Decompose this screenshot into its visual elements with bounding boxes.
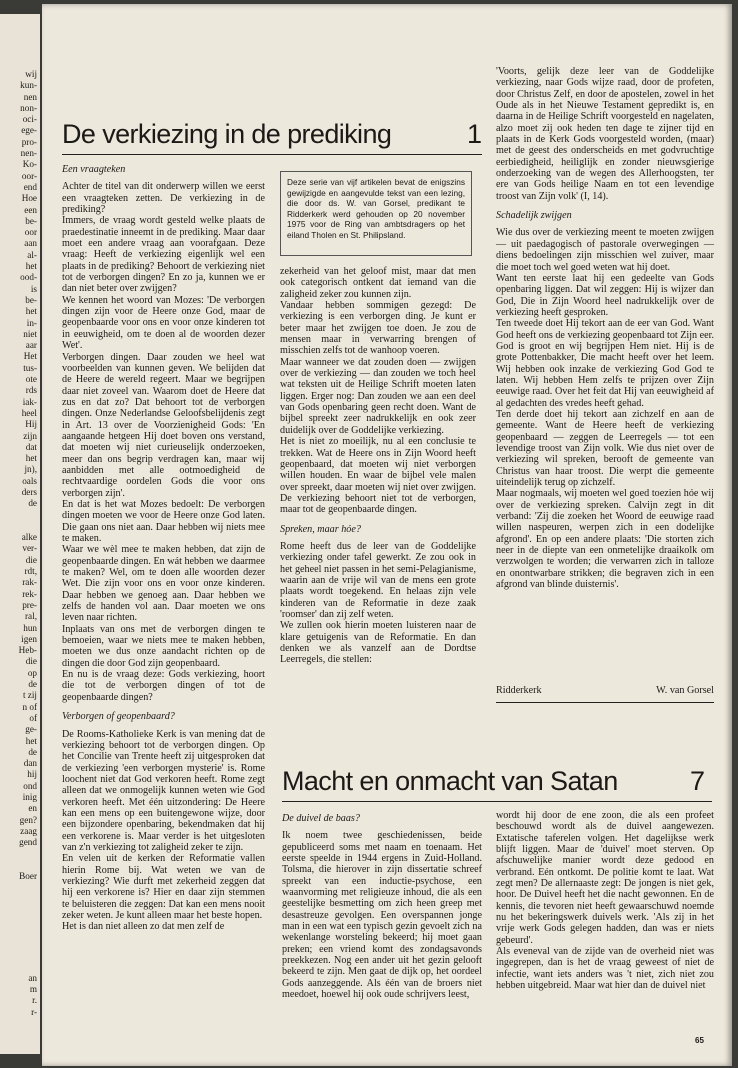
- title-rule: [62, 154, 482, 155]
- previous-page-line: een: [24, 204, 37, 215]
- page-number: 65: [695, 1036, 704, 1045]
- previous-page-line: al-: [27, 249, 37, 260]
- article-1-number: 1: [467, 119, 483, 149]
- title-rule: [282, 801, 712, 802]
- previous-page-line: ver-: [22, 543, 37, 554]
- paragraph: Waar we wèl mee te maken hebben, dat zijn de geopenbaarde dingen. En wát hebben we daarmee te maken? Wel, om te doen alle woorden dezer Wet. Die zijn voor ons en voor onze kinderen. Daar hebben we genoeg aan. Daar hebben we zelfs de handen vol aan. Daar moeten we ons leven naar richten.: [62, 544, 265, 624]
- paragraph: Maar wanneer we dat zouden doen — zwijgen over de verkiezing — dan zouden we toch heel wat teksten uit de Heilige Schrift moeten laten liggen. Erger nog: Dan zouden we aan een deel van Gods openbaring geen recht doen. Want de bijbel spreekt zeer nadrukkelijk en ook zeer duidelijk over de Goddelijke verkiezing.: [280, 356, 476, 436]
- previous-page-line: of: [29, 712, 37, 723]
- previous-page-line: ote: [25, 374, 37, 385]
- paragraph: Rome heeft dus de leer van de Goddelijke verkiezing onder tafel gewerkt. Ze zou ook in het geheel niet passen in het semi-Pelagianisme, waarin aan de vrije wil van de mens een grote plaats wordt toegekend. En helaas zijn vele kinderen van de Reformatie in deze zaak 'roomser' dan zij zelf weten.: [280, 540, 476, 620]
- article-1-column-2: [280, 266, 476, 666]
- signature-name: W. van Gorsel: [656, 685, 714, 696]
- paragraph: We kennen het woord van Mozes: 'De verborgen dingen zijn voor de Heere onze God, maar de geopenbaarde voor ons en voor onze kinderen tot in eeuwigheid, om te doen al de woorden dezer Wet'.: [62, 294, 265, 352]
- previous-page-line: igen: [21, 633, 37, 644]
- signature-rule: [496, 702, 714, 703]
- paragraph: Inplaats van ons met de verborgen dingen te bemoeien, waar we niets mee te maken hebben, moeten we dus onze aandacht richten op de dingen die door God zijn geopenbaard.: [62, 623, 265, 669]
- previous-page-line: Boer: [19, 871, 37, 882]
- paragraph: Maar nogmaals, wij moeten wel goed toezien hóe wij over de verkiezing spreken. Calvijn zegt in dit verband: 'Zij die zoeken het Woord de eeuwige raad willen naspeuren, werpen zich in een dodelijke afgrond'. En op een andere plaats: 'Die storten zich neer in de diepte van een onmetelijke draaikolk om verzwolgen te worden; die verwarren zich in talloze en onontwarbare strikken; die begraven zich in een afgrond van blinde duisternis'.: [496, 488, 714, 591]
- previous-page-line: m: [29, 984, 37, 995]
- paragraph: We zullen ook hierin moeten luisteren naar de klare getuigenis van de Reformatie. En dan denken we als vanzelf aan de Dordtse Leerregels, die stellen:: [280, 620, 476, 666]
- paragraph: Ten derde doet hij tekort aan zichzelf en aan de gemeente. Want de Heere heeft de verkiezing geopenbaard — zeggen de Leerregels — tot een levendige troost van Zijn volk. Wie dus niet over de verkiezing wil spreken, berooft de gemeente van Christus van haar troost. Die werpt die gemeente uiteindelijk terug op zichzelf.: [496, 408, 714, 489]
- previous-page-line: hun: [23, 622, 37, 633]
- previous-page-line: kun-: [20, 80, 37, 91]
- previous-page-line: wij: [25, 69, 37, 79]
- subheading: De duivel de baas?: [282, 813, 360, 824]
- paragraph: Verborgen dingen. Daar zouden we heel wat voorbeelden van kunnen geven. We belijden dat de Heere de wereld regeert. Maar we begrijpen daar niet zoveel van. Waarom doet de Heere dat zus en dat zo? Dat behoort tot de verborgen dingen. Onze Nederlandse Geloofsbelijdenis zegt in Art. 13 over de Voorzienigheid Gods: 'En aangaande hetgeen Hij doet boven ons verstand, dat moeten wij niet curieuselijk onderzoeken, meer dan ons begrip verdragen kan, maar wij aanbidden met alle ootmoedigheid de rechtvaardige oordelen Gods die voor ons verborgen zijn'.: [62, 351, 265, 499]
- previous-page-line: dat: [25, 441, 37, 452]
- previous-page-line: Ko-: [22, 159, 37, 170]
- subheading: Verborgen of geopenbaard?: [62, 711, 175, 723]
- previous-page-line: ders: [21, 486, 37, 497]
- article-2-column-2: [496, 810, 714, 992]
- previous-page-line: ood-: [20, 272, 37, 283]
- previous-page-line: gend: [19, 837, 37, 848]
- magazine-page: [42, 4, 732, 1066]
- previous-page-lines: [0, 14, 40, 1018]
- paragraph: zekerheid van het geloof mist, maar dat men ook categorisch ontkent dat iemand van die zaligheid zeker zou kunnen zijn.: [280, 266, 476, 300]
- intro-box: Deze serie van vijf artikelen bevat de enigszins gewijzigde en aangevulde tekst van een lezing, die door ds. W. van Gorsel, predikant te Ridderkerk werd gehouden op 20 november 1975 voor de Ring van ambtsdragers op het eiland Tholen en St. Philipsland.: [280, 171, 472, 256]
- previous-page-line: de: [28, 746, 37, 757]
- previous-page-line: [0, 950, 40, 961]
- previous-page-line: zijn: [23, 430, 37, 441]
- previous-page-line: aan: [24, 238, 37, 249]
- paragraph-group: [280, 266, 476, 516]
- previous-page-line: de: [28, 679, 37, 690]
- signature: [496, 685, 714, 696]
- previous-page-line: [0, 961, 40, 972]
- previous-page-line: in-: [26, 317, 37, 328]
- paragraph-group: [282, 830, 482, 1000]
- previous-page-line: [0, 860, 40, 871]
- previous-page-line: r-: [31, 1006, 37, 1017]
- previous-page-line: n of: [22, 701, 37, 712]
- previous-page-line: oci-: [22, 114, 37, 125]
- previous-page-line: [0, 882, 40, 893]
- previous-page-line: die: [25, 554, 37, 565]
- previous-page-line: oor-: [21, 170, 37, 181]
- paragraph: wordt hij door de ene zoon, die als een profeet beschouwd wordt als de duivel aangewezen. Extatische taferelen volgen. Het dagelijkse werk blijft liggen. Maar de 'duivel' moet sterven. Op afschuwelijke manier wordt deze gedood en verbrand. Eén ontkomt. De politie komt te laat. Wat zegt men? De allernaaste zegt: De jongen is niet gek, hoor. De Duivel heeft het die nacht gewonnen. En de kennis, die tevoren niet heeft gewaarschuwd noemde nu het bekeringswerk duivels werk. 'Als zij in het vrije werk Gods gelegen hadden, dan was er niets gebeurd'.: [496, 810, 714, 946]
- previous-page-line: tus-: [23, 362, 37, 373]
- previous-page-line: het: [25, 261, 37, 272]
- paragraph: 'Voorts, gelijk deze leer van de Goddelijke verkiezing, naar Gods wijze raad, door de profeten, door Christus Zelf, en door de apostelen, zowel in het Oude als in het Nieuwe Testament gepredikt is, en daarna in de Heilige Schrift voorgesteld en nagelaten, alzo moet zij ook heden ten dage te zijner tijd en plaats in de Kerk Gods voorgesteld worden, (maar) met de geest des onderscheids en met godvruchtige eerbiedigheid, heiliglijk en zonder nieuwsgierige onderzoeking van de wegen des Allerhoogsten, ter ere van Gods heilige Naam en tot een levendige troost van Zijn volk' (I, 14).: [496, 66, 714, 202]
- paragraph: En nu is de vraag deze: Gods verkiezing, hoort die tot de verborgen dingen of tot de geopenbaarde dingen?: [62, 669, 265, 703]
- paragraph: Vandaar hebben sommigen gezegd: De verkiezing is een verborgen ding. Je kunt er beter maar het zwijgen toe doen. Je zou de mensen maar in verwarring brengen of misschien zelfs tot de wanhoop voeren.: [280, 300, 476, 357]
- paragraph: Ik noem twee geschiedenissen, beide gepubliceerd soms met naam en toenaam. Het eerste speelde in 1944 ergens in Zuid-Holland. Tolsma, die hierover in zijn dissertatie schreef spreekt van een inductie-psychose, een waanvorming met religieuze inhoud, die als een geestelijke besmetting om zich heen greep met desastreuze gevolgen. Een overspannen jonge man in een wat een typisch gezin gevoelt zich na wekenlange worsteling bekeerd; hij moet gaan preken; een vriend komt des zondagsavonds preekkezen. Nog een ander uit het gezin gelooft bekeerd te zijn. Men gaat de dijk op, het oordeel Gods aanzeggende. Als één van de broers niet meedoet, hoewel hij ook oude schrijvers leest,: [282, 830, 482, 1001]
- paragraph-group: [62, 181, 265, 703]
- previous-page-line: iak-: [22, 396, 37, 407]
- previous-page-line: be-: [25, 294, 37, 305]
- previous-page-line: [0, 848, 40, 859]
- previous-page-line: [0, 510, 40, 521]
- previous-page-line: pro-: [21, 136, 37, 147]
- previous-page-line: an: [28, 972, 37, 983]
- previous-page-line: [0, 928, 40, 939]
- article-1-column-1: [62, 156, 265, 933]
- previous-page-line: die: [25, 656, 37, 667]
- previous-page-line: ond: [23, 780, 37, 791]
- paragraph: Het is niet zo moeilijk, nu al een conclusie te trekken. Wat de Heere ons in Zijn Woord heeft geopenbaard, dat moeten wij niet verborgen willen houden. En waar de bijbel vele malen over spreekt, daar moeten wij niet over zwijgen. De verkiezing behoort niet tot de verborgen, maar tot de geopenbaarde dingen.: [280, 436, 476, 516]
- previous-page-line: rdt,: [24, 566, 37, 577]
- previous-page-line: het: [25, 306, 37, 317]
- previous-page-line: heel: [21, 407, 37, 418]
- paragraph: Wie dus over de verkiezing meent te moeten zwijgen — uit paedagogisch of pastorale overwegingen — diens bedoelingen zijn misschien wel zuiver, maar die moet toch wel goed weten wat hij doet.: [496, 227, 714, 273]
- signature-place: Ridderkerk: [496, 685, 542, 696]
- article-2-number: 7: [690, 766, 706, 796]
- previous-page-line: rek-: [22, 588, 37, 599]
- previous-page-line: Hij: [25, 419, 37, 430]
- previous-page-line: rds: [25, 385, 37, 396]
- previous-page-line: gen?: [19, 814, 37, 825]
- paragraph: De Rooms-Katholieke Kerk is van mening dat de verkiezing behoort tot de verborgen dingen. Op het Concilie van Trente heeft zij uitgesproken dat de verkiezing 'een verborgen mysterie' is. Rome loochent niet dat God verkoren heeft. Rome zegt alleen dat we onmogelijk kunnen weten wie God verkoren heeft. Met één uitzondering: De Heere kan een mens op een buitengewone wijze, door een bijzondere openbaring, bekendmaken dat hij een verkorene is. Maar verder is het uitgesloten van z'n verkiezing tot zaligheid zeker te zijn.: [62, 728, 265, 853]
- article-2-column-1: [282, 805, 482, 1001]
- previous-page-line: nen-: [20, 148, 37, 159]
- paragraph: Het is dan niet alleen zo dat men zelf de: [62, 921, 225, 933]
- previous-page-line: rak-: [22, 577, 37, 588]
- previous-page-line: aar: [25, 340, 37, 351]
- previous-page-line: het: [25, 735, 37, 746]
- previous-page-line: het: [25, 453, 37, 464]
- paragraph: Achter de titel van dit onderwerp willen we eerst een vraagteken zetten. De verkiezing in de prediking?: [62, 181, 265, 216]
- previous-page-line: zaag: [20, 825, 37, 836]
- previous-page-edge: [0, 14, 40, 1054]
- previous-page-line: jn),: [24, 464, 37, 475]
- previous-page-line: t zij: [22, 690, 37, 701]
- previous-page-line: ege-: [21, 125, 37, 136]
- subheading: Schadelijk zwijgen: [496, 210, 572, 222]
- previous-page-line: en: [28, 803, 37, 814]
- article-1-title: De verkiezing in de prediking: [62, 119, 392, 149]
- subheading: Spreken, maar hóe?: [280, 523, 361, 535]
- paragraph: Want ten eerste laat hij een gedeelte van Gods openbaring liggen. Dat wil zeggen: Hij is wijzer dan God, Die in Zijn Woord heel nadrukkelijk over de verkiezing heeft gesproken.: [496, 272, 714, 318]
- previous-page-line: non-: [20, 102, 37, 113]
- previous-page-line: alke: [21, 532, 37, 543]
- previous-page-line: pre-: [22, 599, 37, 610]
- previous-page-line: op: [27, 667, 37, 678]
- previous-page-line: ral,: [25, 611, 37, 622]
- previous-page-line: inig: [22, 792, 37, 802]
- paragraph: Als eveneval van de zijde van de overheid niet was ingegrepen, dan is het de vraag geweest of niet de infectie, want iets anders was 't niet, zich niet zou hebben uitgebreid. Maar wat hier dan de duivel niet: [496, 946, 714, 992]
- subheading: Een vraagteken: [62, 164, 126, 175]
- previous-page-line: Het: [23, 351, 37, 362]
- previous-page-line: de: [28, 498, 37, 509]
- previous-page-line: oals: [22, 475, 37, 486]
- previous-page-line: dan: [23, 758, 37, 769]
- paragraph: En velen uit de kerken der Reformatie vallen hierin Rome bij. Wat weten we van de verkiezing? Wie durft met zekerheid zeggen dat hij een verkorene is? Hier en daar zijn stemmen te beluisteren die zeggen: Dat kan een mens nooit zeker weten. Je kunt alleen maar het beste hopen.: [62, 853, 265, 921]
- previous-page-line: be-: [25, 215, 37, 226]
- previous-page-line: end: [23, 181, 37, 192]
- previous-page-line: Heb-: [18, 645, 37, 656]
- previous-page-line: [0, 521, 40, 532]
- article-1-column-3: [496, 66, 714, 590]
- paragraph-group: [496, 227, 714, 590]
- previous-page-line: hij: [27, 769, 37, 780]
- previous-page-line: Hoe: [21, 193, 37, 204]
- previous-page-line: niet: [23, 328, 37, 339]
- paragraph-group: [496, 810, 714, 992]
- paragraph-group: [496, 66, 714, 202]
- previous-page-line: [0, 905, 40, 916]
- paragraph: En dat is het wat Mozes bedoelt: De verborgen dingen moeten we voor de Heere onze God laten. Die gaan ons niet aan. Daar hebben wij niets mee te maken.: [62, 498, 265, 544]
- previous-page-line: [0, 916, 40, 927]
- previous-page-line: oor: [24, 227, 37, 238]
- previous-page-line: [0, 939, 40, 950]
- previous-page-line: [0, 894, 40, 905]
- paragraph-group: [62, 729, 265, 933]
- previous-page-line: ge-: [25, 724, 37, 735]
- paragraph: Ten tweede doet Hij tekort aan de eer van God. Want God heeft ons de verkiezing geopenbaard tot Zijn eer. God is groot en wij begrijpen Hem niet. Hij is de grote Pottenbakker, Die macht heeft over het leem. Wij hebben ook inzake de verkiezing God God te laten. Wij hebben Hem zelfs te prijzen over Zijn eeuwige raad. Over het feit dat Hij van eeuwigheid af al gedachten des vredes heeft gehad.: [496, 318, 714, 409]
- paragraph-group: [280, 541, 476, 666]
- previous-page-line: nen: [23, 91, 37, 102]
- previous-page-line: r.: [32, 995, 37, 1006]
- article-2-title: Macht en onmacht van Satan: [282, 766, 618, 796]
- previous-page-line: is: [30, 283, 37, 294]
- paragraph: Immers, de vraag wordt gesteld welke plaats de praedestinatie inneemt in de prediking. Maar daar moet een andere vraag aan voorafgaan. Deze vraag: Heeft de verkiezing eigenlijk wel een plaats in de prediking? Behoort de verkiezing niet tot de verborgen dingen? En zo ja, kunnen we er dan niet beter over zwijgen?: [62, 215, 265, 295]
